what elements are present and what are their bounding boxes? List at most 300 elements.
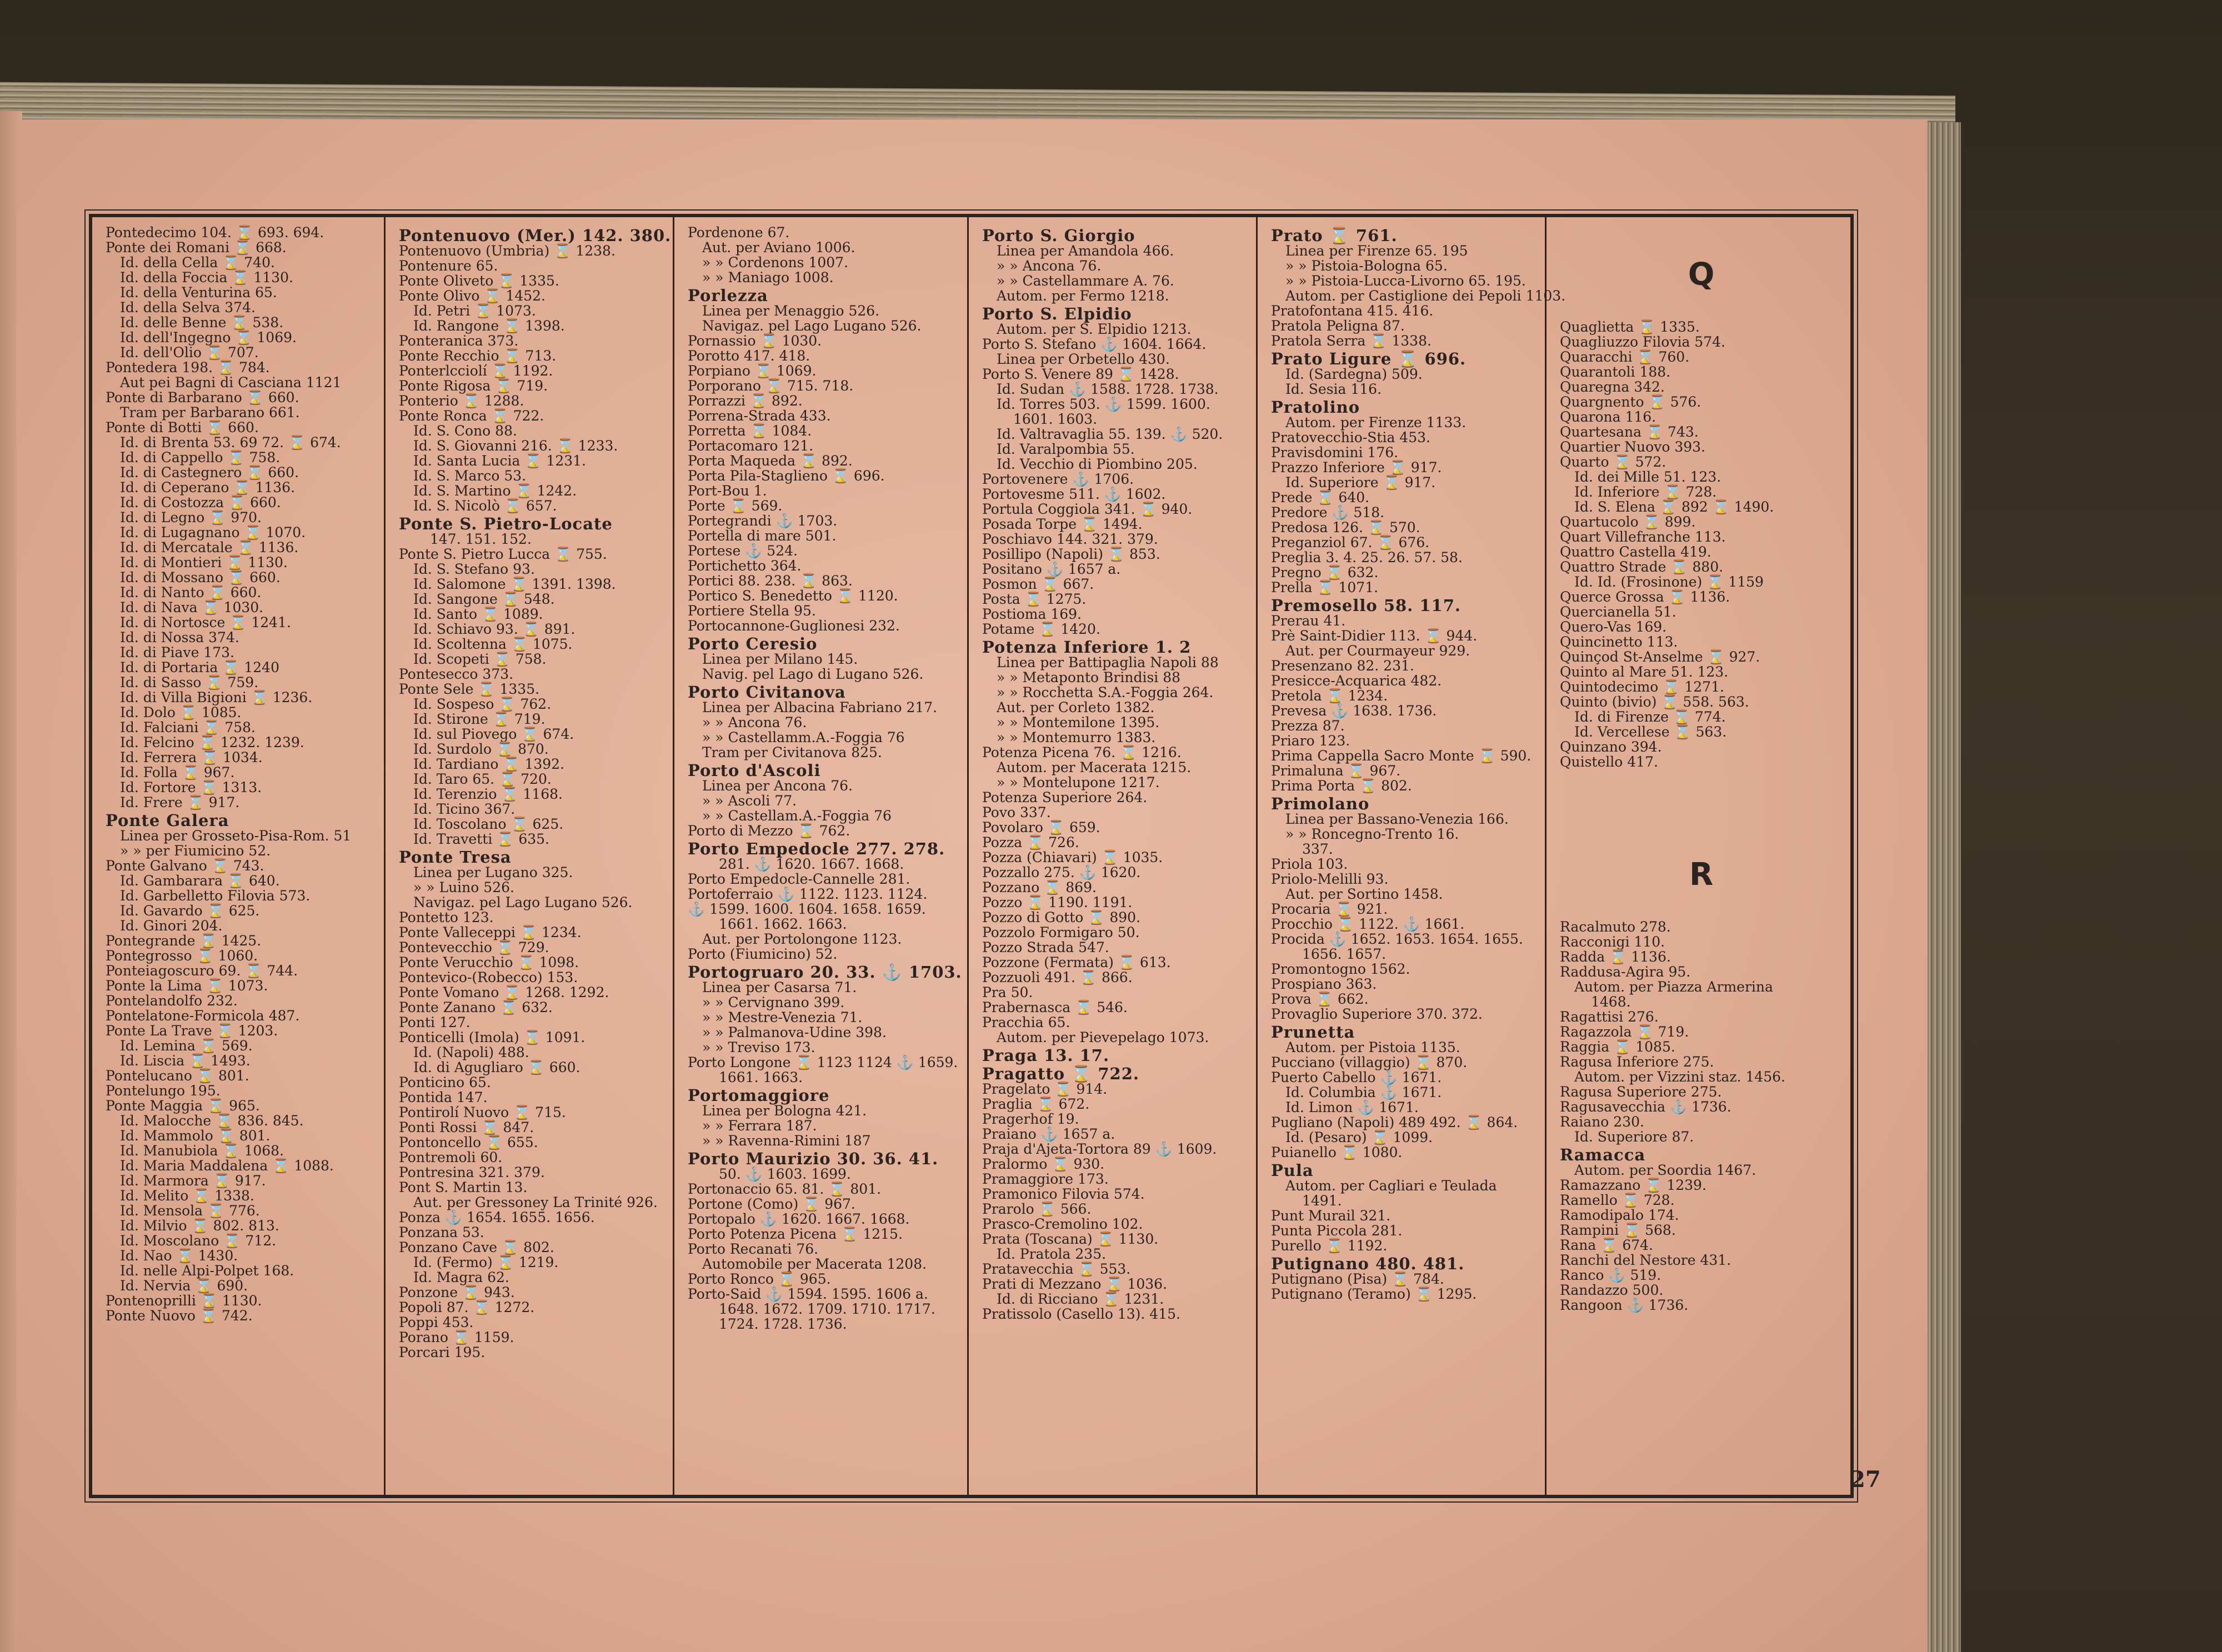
index-entry: » » Ascoli 77.: [702, 793, 797, 809]
index-entry: Prabernasca ⌛ 546.: [982, 999, 1128, 1015]
index-entry: Racalmuto 278.: [1560, 919, 1671, 935]
index-entry: Pozzo ⌛ 1190. 1191.: [982, 894, 1133, 910]
index-entry: Ramello ⌛ 728.: [1560, 1192, 1675, 1208]
index-entry: Autom. per Pievepelago 1073.: [997, 1029, 1209, 1045]
index-entry: Port-Bou 1.: [688, 483, 767, 499]
index-entry: Ramazzano ⌛ 1239.: [1560, 1177, 1706, 1193]
index-entry: Quintodecimo ⌛ 1271.: [1560, 679, 1724, 695]
index-entry: Id. Terenzio ⌛ 1168.: [413, 786, 563, 802]
index-entry: Pucciano (villaggio) ⌛ 870.: [1271, 1054, 1468, 1070]
index-entry: Potenza Picena 76. ⌛ 1216.: [982, 744, 1182, 760]
index-entry: Id. S. Stefano 93.: [413, 561, 535, 577]
index-entry: Portese ⚓ 524.: [688, 543, 798, 559]
index-entry: Pontevecchio ⌛ 729.: [399, 939, 549, 955]
index-entry: » » Ferrara 187.: [702, 1118, 817, 1134]
index-entry: Prede ⌛ 640.: [1271, 489, 1370, 505]
index-entry: Id. di Lugagnano ⌛ 1070.: [120, 524, 306, 540]
index-entry: Purello ⌛ 1192.: [1271, 1238, 1388, 1254]
index-entry: Ponte Valleceppi ⌛ 1234.: [399, 924, 582, 940]
index-entry: Id. Sesia 116.: [1285, 381, 1382, 397]
index-entry: 337.: [1302, 841, 1333, 857]
index-entry: Praglia ⌛ 672.: [982, 1096, 1090, 1112]
index-entry: Pratofontana 415. 416.: [1271, 303, 1434, 319]
index-entry: Procchio ⌛ 1122. ⚓ 1661.: [1271, 916, 1465, 932]
index-entry: Pramonico Filovia 574.: [982, 1186, 1145, 1202]
index-entry: » » Treviso 173.: [702, 1039, 815, 1055]
index-entry: Porpiano ⌛ 1069.: [688, 363, 817, 379]
index-entry: 1491.: [1302, 1193, 1342, 1209]
index-entry: Porcari 195.: [399, 1344, 486, 1360]
index-entry: Id. Gambarara ⌛ 640.: [120, 873, 280, 889]
index-entry: Aut. per Aviano 1006.: [702, 239, 855, 256]
index-entry: Porto Maurizio 30. 36. 41.: [688, 1149, 939, 1168]
index-entry: Porto di Mezzo ⌛ 762.: [688, 823, 850, 839]
index-entry: Id. di Nanto ⌛ 660.: [120, 584, 262, 600]
index-entry: Id. Frere ⌛ 917.: [120, 794, 240, 810]
index-entry: Porto d'Ascoli: [688, 761, 821, 780]
index-entry: 1724. 1728. 1736.: [719, 1316, 847, 1332]
index-entry: Id. di Ceperano ⌛ 1136.: [120, 479, 296, 495]
index-entry: Quistello 417.: [1560, 754, 1658, 770]
index-entry: Autom. per Firenze 1133.: [1285, 414, 1467, 430]
index-entry: Portomaggiore: [688, 1086, 830, 1105]
index-entry: Prasco-Cremolino 102.: [982, 1216, 1143, 1232]
index-entry: Id. Marmora ⌛ 917.: [120, 1173, 266, 1189]
index-entry: Ponte Recchio ⌛ 713.: [399, 348, 557, 364]
index-entry: Ponte la Lima ⌛ 1073.: [106, 978, 268, 994]
index-entry: Id. Rangone ⌛ 1398.: [413, 318, 565, 334]
index-entry: Id. Vercellese ⌛ 563.: [1574, 724, 1727, 740]
index-entry: Pozza (Chiavari) ⌛ 1035.: [982, 849, 1163, 865]
index-entry: Porto Civitanova: [688, 683, 846, 702]
index-entry: Ramodipalo 174.: [1560, 1207, 1679, 1223]
index-entry: Puerto Cabello ⚓ 1671.: [1271, 1069, 1442, 1085]
index-entry: Quinto (bivio) ⌛ 558. 563.: [1560, 694, 1749, 710]
index-entry: Id. Nao ⌛ 1430.: [120, 1248, 238, 1264]
index-entry: Quinzano 394.: [1560, 739, 1662, 755]
index-entry: Ponte Maggia ⌛ 965.: [106, 1098, 260, 1114]
index-entry: Id. Id. (Frosinone) ⌛ 1159: [1574, 574, 1764, 590]
index-entry: Ponte di Botti ⌛ 660.: [106, 419, 259, 435]
index-entry: Pozzo di Gotto ⌛ 890.: [982, 909, 1140, 925]
index-entry: Autom. per Vizzini staz. 1456.: [1574, 1069, 1785, 1085]
index-entry: 50. ⚓ 1603. 1699.: [719, 1166, 851, 1182]
index-entry: Linea per Battipaglia Napoli 88: [997, 654, 1219, 670]
index-entry: Pratola Serra ⌛ 1338.: [1271, 333, 1432, 349]
index-entry: Id. S. Giovanni 216. ⌛ 1233.: [413, 438, 618, 454]
index-entry: Id. S. Cono 88.: [413, 423, 517, 439]
index-entry: Postioma 169.: [982, 606, 1082, 622]
index-entry: Id. Valtravaglia 55. 139. ⚓ 520.: [997, 426, 1223, 442]
index-entry: Id. Superiore 87.: [1574, 1129, 1694, 1145]
index-entry: Ponte S. Pietro Lucca ⌛ 755.: [399, 546, 607, 562]
index-entry: Pra 50.: [982, 984, 1033, 1000]
index-entry: Pratolino: [1271, 398, 1360, 417]
index-entry: Premosello 58. 117.: [1271, 596, 1461, 615]
index-entry: Pratola Peligna 87.: [1271, 318, 1405, 334]
index-entry: Navigaz. pel Lago Lugano 526.: [702, 318, 922, 334]
index-entry: Id. Sospeso ⌛ 762.: [413, 696, 552, 712]
index-entry: Id. sul Piovego ⌛ 674.: [413, 726, 574, 742]
index-entry: Id. S. Nicolò ⌛ 657.: [413, 498, 557, 514]
index-entry: Pornassio ⌛ 1030.: [688, 333, 822, 349]
index-entry: Porano ⌛ 1159.: [399, 1329, 514, 1345]
index-entry: Id. di Firenze ⌛ 774.: [1574, 709, 1726, 725]
index-entry: Pozzolo Formigaro 50.: [982, 924, 1140, 940]
index-entry: Presenzano 82. 231.: [1271, 658, 1414, 674]
index-entry: Pregno ⌛ 632.: [1271, 564, 1379, 580]
index-entry: » » Pistoia-Lucca-Livorno 65. 195.: [1285, 273, 1526, 289]
index-entry: Id. Santo ⌛ 1089.: [413, 606, 543, 622]
index-entry: Porta Pila-Staglieno ⌛ 696.: [688, 468, 885, 484]
index-entry: 1601. 1603.: [1013, 411, 1098, 427]
index-entry: Linea per Grosseto-Pisa-Rom. 51: [120, 828, 352, 844]
index-entry: Quinto al Mare 51. 123.: [1560, 664, 1729, 680]
index-entry: Quattro Castella 419.: [1560, 544, 1711, 560]
index-entry: Id. Varalpombia 55.: [997, 441, 1135, 457]
index-entry: 147. 151. 152.: [430, 531, 532, 547]
index-entry: Id. Moscolano ⌛ 712.: [120, 1233, 277, 1249]
index-entry: Povo 337.: [982, 804, 1051, 820]
index-entry: Pontremoli 60.: [399, 1149, 503, 1165]
index-entry: Porto S. Stefano ⚓ 1604. 1664.: [982, 336, 1207, 352]
index-entry: Id. della Cella ⌛ 740.: [120, 254, 275, 271]
index-column-4: [967, 217, 1256, 1495]
index-entry: Procida ⚓ 1652. 1653. 1654. 1655.: [1271, 931, 1523, 947]
index-entry: Pontesecco 373.: [399, 666, 514, 682]
index-entry: 1661. 1662. 1663.: [719, 916, 847, 932]
index-entry: Pontedera 198. ⌛ 784.: [106, 359, 270, 376]
index-entry: Id. di Ricciano ⌛ 1231.: [997, 1291, 1164, 1307]
index-entry: Portogruaro 20. 33. ⚓ 1703.: [688, 963, 962, 982]
index-entry: Quincinetto 113.: [1560, 634, 1678, 650]
index-entry: Preglia 3. 4. 25. 26. 57. 58.: [1271, 549, 1463, 565]
index-entry: Linea per Orbetello 430.: [997, 351, 1170, 367]
index-entry: Id. S. Elena ⌛ 892 ⌛ 1490.: [1574, 499, 1774, 515]
index-entry: Id. di Castegnero ⌛ 660.: [120, 464, 299, 480]
index-entry: Linea per Casarsa 71.: [702, 979, 857, 995]
index-entry: Popoli 87. ⌛ 1272.: [399, 1299, 535, 1315]
index-entry: Id. di Costozza ⌛ 660.: [120, 494, 281, 510]
index-entry: Id. Torres 503. ⚓ 1599. 1600.: [997, 396, 1210, 412]
index-entry: Quarona 116.: [1560, 409, 1657, 425]
index-entry: Aut. per Portolongone 1123.: [702, 931, 902, 947]
index-entry: Id. Salomone ⌛ 1391. 1398.: [413, 576, 616, 592]
index-entry: Ponticelli (Imola) ⌛ 1091.: [399, 1029, 585, 1045]
index-entry: Pontevico-(Robecco) 153.: [399, 969, 578, 985]
index-entry: » » Pistoia-Bologna 65.: [1285, 258, 1448, 274]
index-entry: Rana ⌛ 674.: [1560, 1237, 1653, 1253]
index-entry: Porto S. Giorgio: [982, 226, 1135, 245]
index-entry: Id. della Selva 374.: [120, 299, 256, 316]
index-entry: Presicce-Acquarica 482.: [1271, 673, 1442, 689]
index-entry: Id. Magra 62.: [413, 1269, 509, 1285]
index-entry: Id. Ferrera ⌛ 1034.: [120, 749, 263, 765]
index-entry: Priolo-Melilli 93.: [1271, 871, 1389, 887]
index-entry: Portico S. Benedetto ⌛ 1120.: [688, 588, 898, 604]
index-entry: Primolano: [1271, 794, 1370, 813]
index-entry: Prospiano 363.: [1271, 976, 1377, 992]
index-entry: Id. dei Mille 51. 123.: [1574, 469, 1721, 485]
index-entry: Portiere Stella 95.: [688, 603, 816, 619]
index-entry: » » Montemilone 1395.: [997, 714, 1160, 730]
index-entry: Punta Piccola 281.: [1271, 1223, 1403, 1239]
index-entry: Id. Ticino 367.: [413, 801, 516, 817]
index-entry: Quarantoli 188.: [1560, 364, 1671, 380]
index-entry: 1656. 1657.: [1302, 946, 1387, 962]
index-entry: Pugliano (Napoli) 489 492. ⌛ 864.: [1271, 1114, 1518, 1130]
index-entry: Racconigi 110.: [1560, 934, 1665, 950]
index-entry: Prezza 87.: [1271, 718, 1345, 734]
index-entry: Id. Melito ⌛ 1338.: [120, 1188, 254, 1204]
index-entry: Quinçod St-Anselme ⌛ 927.: [1560, 649, 1760, 665]
index-column-2: [384, 217, 673, 1495]
index-entry: Autom. per Macerata 1215.: [997, 759, 1192, 775]
index-entry: Raddusa-Agira 95.: [1560, 964, 1691, 980]
index-entry: Id. di Villa Bigioni ⌛ 1236.: [120, 689, 313, 705]
index-entry: Id. di Nava ⌛ 1030.: [120, 599, 264, 615]
index-entry: Porotto 417. 418.: [688, 348, 810, 364]
index-entry: Aut. per Gressoney La Trinité 926.: [413, 1194, 658, 1210]
index-entry: Pontegrosso ⌛ 1060.: [106, 948, 258, 964]
index-entry: Linea per Bologna 421.: [702, 1103, 867, 1119]
index-entry: Quart Villefranche 113.: [1560, 529, 1726, 545]
index-entry: Ponte Sele ⌛ 1335.: [399, 681, 540, 697]
index-entry: Pralormo ⌛ 930.: [982, 1156, 1105, 1172]
index-entry: 281. ⚓ 1620. 1667. 1668.: [719, 856, 904, 872]
index-entry: » » Ravenna-Rimini 187: [702, 1133, 871, 1149]
index-entry: Id. Falciani ⌛ 758.: [120, 719, 256, 735]
index-entry: Autom. per Soordia 1467.: [1574, 1162, 1756, 1178]
index-entry: Id. Folla ⌛ 967.: [120, 764, 235, 780]
index-entry: Id. Inferiore ⌛ 728.: [1574, 484, 1717, 500]
index-entry: Ponza ⚓ 1654. 1655. 1656.: [399, 1209, 595, 1225]
index-entry: Porto Potenza Picena ⌛ 1215.: [688, 1226, 903, 1242]
index-entry: Pravisdomini 176.: [1271, 444, 1399, 460]
index-entry: Randazzo 500.: [1560, 1282, 1664, 1298]
index-entry: Id. Malocche ⌛ 836. 845.: [120, 1113, 304, 1129]
index-entry: Pozzone (Fermata) ⌛ 613.: [982, 954, 1171, 970]
index-entry: 1661. 1663.: [719, 1069, 803, 1085]
index-entry: Ponterlcciolí ⌛ 1192.: [399, 363, 553, 379]
index-entry: Id. di Montieri ⌛ 1130.: [120, 554, 288, 570]
index-entry: Ponte Olivo ⌛ 1452.: [399, 288, 546, 304]
index-entry: Id. S. Martino ⌛ 1242.: [413, 483, 577, 499]
index-entry: Punt Murail 321.: [1271, 1208, 1391, 1224]
index-column-5: [1256, 217, 1566, 1495]
index-entry: Pontenure 65.: [399, 258, 498, 274]
index-entry: Ponte di Barbarano ⌛ 660.: [106, 389, 299, 406]
index-entry: » » per Fiumicino 52.: [120, 843, 271, 859]
index-entry: Pontedecimo 104. ⌛ 693. 694.: [106, 224, 324, 241]
index-entry: Prato Ligure ⌛ 696.: [1271, 349, 1467, 368]
index-entry: Pozza ⌛ 726.: [982, 834, 1079, 850]
index-entry: Aut. per Courmayeur 929.: [1285, 643, 1470, 659]
index-entry: Prella ⌛ 1071.: [1271, 579, 1379, 595]
index-entry: Ponte La Trave ⌛ 1203.: [106, 1023, 278, 1039]
index-entry: Id. di Nossa 374.: [120, 629, 239, 645]
index-entry: Pracchia 65.: [982, 1014, 1070, 1030]
index-entry: Id. dell'Olio ⌛ 707.: [120, 344, 259, 361]
index-entry: Porrena-Strada 433.: [688, 408, 831, 424]
index-column-1: [92, 217, 384, 1495]
index-entry: Porto Empedocle-Cannelle 281.: [688, 871, 910, 887]
index-entry: Prima Porta ⌛ 802.: [1271, 778, 1412, 794]
index-entry: Prato ⌛ 761.: [1271, 226, 1398, 245]
index-entry: » » Ancona 76.: [702, 714, 807, 730]
index-entry: Id. di Agugliaro ⌛ 660.: [413, 1059, 580, 1075]
index-entry: Linea per Menaggio 526.: [702, 303, 880, 319]
index-entry: Pontenuovo (Umbria) ⌛ 1238.: [399, 243, 615, 259]
index-entry: Raggia ⌛ 1085.: [1560, 1039, 1675, 1055]
index-entry: Id. Ginori 204.: [120, 918, 223, 934]
index-entry: Promontogno 1562.: [1271, 961, 1410, 977]
index-entry: » » Mestre-Venezia 71.: [702, 1009, 863, 1025]
index-entry: Pontenoprilli ⌛ 1130.: [106, 1293, 262, 1309]
index-entry: Id. delle Benne ⌛ 538.: [120, 314, 284, 331]
index-entry: Praiano ⚓ 1657 a.: [982, 1126, 1115, 1142]
index-entry: Praja d'Ajeta-Tortora 89 ⚓ 1609.: [982, 1141, 1217, 1157]
index-entry: 1648. 1672. 1709. 1710. 1717.: [719, 1301, 935, 1317]
index-entry: Puianello ⌛ 1080.: [1271, 1144, 1403, 1160]
index-entry: Portopalo ⚓ 1620. 1667. 1668.: [688, 1211, 910, 1227]
index-frame: [89, 214, 1854, 1498]
index-entry: Putignano (Pisa) ⌛ 784.: [1271, 1271, 1444, 1287]
index-entry: Ponte Rigosa ⌛ 719.: [399, 378, 548, 394]
index-entry: Portovenere ⚓ 1706.: [982, 471, 1134, 487]
index-entry: Quagliuzzo Filovia 574.: [1560, 334, 1725, 350]
index-entry: Autom. per S. Elpidio 1213.: [997, 321, 1192, 337]
index-entry: Id. Garbelletto Filovia 573.: [120, 888, 311, 904]
index-entry: Quartucolo ⌛ 899.: [1560, 514, 1696, 530]
index-entry: Ragattisi 276.: [1560, 1009, 1659, 1025]
index-entry: Autom. per Castiglione dei Pepoli 1103.: [1285, 288, 1566, 304]
index-entry: Linea per Bassano-Venezia 166.: [1285, 811, 1509, 827]
index-entry: Aut. per Corleto 1382.: [997, 699, 1155, 715]
index-entry: Predore ⚓ 518.: [1271, 504, 1385, 520]
index-entry: Id. Liscia ⌛ 1493.: [120, 1053, 251, 1069]
index-entry: » » Cordenons 1007.: [702, 254, 849, 271]
q-entries: [1560, 319, 1843, 769]
index-entry: Autom. per Cagliari e Teulada: [1285, 1178, 1497, 1194]
index-entry: Id. Nervia ⌛ 690.: [120, 1278, 248, 1294]
index-entry: Id. Stirone ⌛ 719.: [413, 711, 546, 727]
index-entry: Portella di mare 501.: [688, 528, 837, 544]
index-entry: Ranchi del Nestore 431.: [1560, 1252, 1731, 1268]
index-entry: Prati di Mezzano ⌛ 1036.: [982, 1276, 1167, 1292]
index-entry: Prata (Toscana) ⌛ 1130.: [982, 1231, 1159, 1247]
index-entry: Portonaccio 65. 81. ⌛ 801.: [688, 1181, 882, 1197]
index-entry: Primaluna ⌛ 967.: [1271, 763, 1401, 779]
index-entry: Ponterio ⌛ 1288.: [399, 393, 524, 409]
index-entry: Porte ⌛ 569.: [688, 498, 783, 514]
index-entry: Id. Lemina ⌛ 569.: [120, 1038, 253, 1054]
index-entry: Automobile per Macerata 1208.: [702, 1256, 927, 1272]
index-entry: Priola 103.: [1271, 856, 1348, 872]
index-entry: Portacomaro 121.: [688, 438, 814, 454]
index-entry: Id. di Brenta 53. 69 72. ⌛ 674.: [120, 434, 341, 450]
index-entry: Portoferraio ⚓ 1122. 1123. 1124.: [688, 886, 928, 902]
index-entry: Porto-Said ⚓ 1594. 1595. 1606 a.: [688, 1286, 928, 1302]
index-entry: Portici 88. 238. ⌛ 863.: [688, 573, 853, 589]
index-entry: Porto S. Elpidio: [982, 304, 1132, 323]
index-entry: Pragelato ⌛ 914.: [982, 1081, 1108, 1097]
index-entry: Id. Sangone ⌛ 548.: [413, 591, 555, 607]
index-entry: Id. dell'Ingegno ⌛ 1069.: [120, 329, 297, 346]
index-entry: Prima Cappella Sacro Monte ⌛ 590.: [1271, 748, 1532, 764]
index-entry: Quaglietta ⌛ 1335.: [1560, 319, 1700, 335]
index-entry: Ponzone ⌛ 943.: [399, 1284, 515, 1300]
index-entry: Id. di Legno ⌛ 970.: [120, 509, 262, 525]
index-entry: Pontida 147.: [399, 1089, 488, 1105]
index-entry: Id. Scopeti ⌛ 758.: [413, 651, 547, 667]
index-entry: Portula Coggiola 341. ⌛ 940.: [982, 501, 1193, 517]
index-entry: Poschiavo 144. 321. 379.: [982, 531, 1158, 547]
index-entry: Prevesa ⚓ 1638. 1736.: [1271, 703, 1437, 719]
index-entry: 1468.: [1591, 994, 1631, 1010]
index-entry: Posmon ⌛ 667.: [982, 576, 1094, 592]
index-entry: Ponte Vomano ⌛ 1268. 1292.: [399, 984, 609, 1000]
index-entry: Pordenone 67.: [688, 224, 790, 241]
index-entry: Id. Santa Lucia ⌛ 1231.: [413, 453, 586, 469]
index-entry: Id. Taro 65. ⌛ 720.: [413, 771, 552, 787]
section-letter-q: Q: [1688, 257, 1715, 293]
index-entry: Linea per Milano 145.: [702, 651, 858, 667]
index-entry: Ponteranica 373.: [399, 333, 519, 349]
index-entry: Pratissolo (Casello 13). 415.: [982, 1306, 1180, 1322]
index-entry: Pontenuovo (Mer.) 142. 380.: [399, 226, 672, 245]
index-entry: Autom. per Fermo 1218.: [997, 288, 1169, 304]
index-entry: Pramaggiore 173.: [982, 1171, 1109, 1187]
index-entry: Ponte Galera: [106, 811, 229, 830]
index-entry: Linea per Lugano 325.: [413, 864, 573, 880]
index-entry: Putignano 480. 481.: [1271, 1254, 1465, 1273]
index-entry: » » Cervignano 399.: [702, 994, 845, 1010]
index-entry: Id. Petri ⌛ 1073.: [413, 303, 536, 319]
index-entry: Id. di Sasso ⌛ 759.: [120, 674, 259, 690]
index-entry: Id. nelle Alpi-Polpet 168.: [120, 1263, 294, 1279]
index-entry: Pontresina 321. 379.: [399, 1164, 545, 1180]
index-entry: Porto Ronco ⌛ 965.: [688, 1271, 831, 1287]
index-entry: Pozzuoli 491. ⌛ 866.: [982, 969, 1133, 985]
index-entry: Id. Fortore ⌛ 1313.: [120, 779, 262, 795]
index-entry: Pontelandolfo 232.: [106, 993, 238, 1009]
index-entry: Porlezza: [688, 286, 768, 305]
index-entry: Id. Toscolano ⌛ 625.: [413, 816, 564, 832]
index-entry: Posillipo (Napoli) ⌛ 853.: [982, 546, 1160, 562]
index-entry: Id. di Portaria ⌛ 1240: [120, 659, 279, 675]
index-entry: Id. Limon ⚓ 1671.: [1285, 1099, 1419, 1115]
index-entry: Ragusa Superiore 275.: [1560, 1084, 1722, 1100]
index-entry: Id. di Mercatale ⌛ 1136.: [120, 539, 299, 555]
index-entry: Ponteiagoscuro 69. ⌛ 744.: [106, 963, 298, 979]
index-entry: Quercianella 51.: [1560, 604, 1676, 620]
index-entry: Ragusa Inferiore 275.: [1560, 1054, 1714, 1070]
index-entry: » » Montemurro 1383.: [997, 729, 1156, 745]
index-entry: Id. Sudan ⚓ 1588. 1728. 1738.: [997, 381, 1219, 397]
index-entry: Id. Superiore ⌛ 917.: [1285, 474, 1436, 490]
index-entry: Id. della Foccia ⌛ 1130.: [120, 269, 293, 286]
index-entry: Potenza Superiore 264.: [982, 789, 1148, 805]
index-entry: Aut. per Sortino 1458.: [1285, 886, 1443, 902]
index-entry: Provaglio Superiore 370. 372.: [1271, 1006, 1483, 1022]
index-entry: Id. Milvio ⌛ 802. 813.: [120, 1218, 279, 1234]
section-letter-r: R: [1689, 857, 1714, 893]
index-entry: Rampini ⌛ 568.: [1560, 1222, 1676, 1238]
index-entry: Ramacca: [1560, 1145, 1646, 1164]
index-entry: Quartier Nuovo 393.: [1560, 439, 1705, 455]
index-entry: Pragerhof 19.: [982, 1111, 1079, 1127]
